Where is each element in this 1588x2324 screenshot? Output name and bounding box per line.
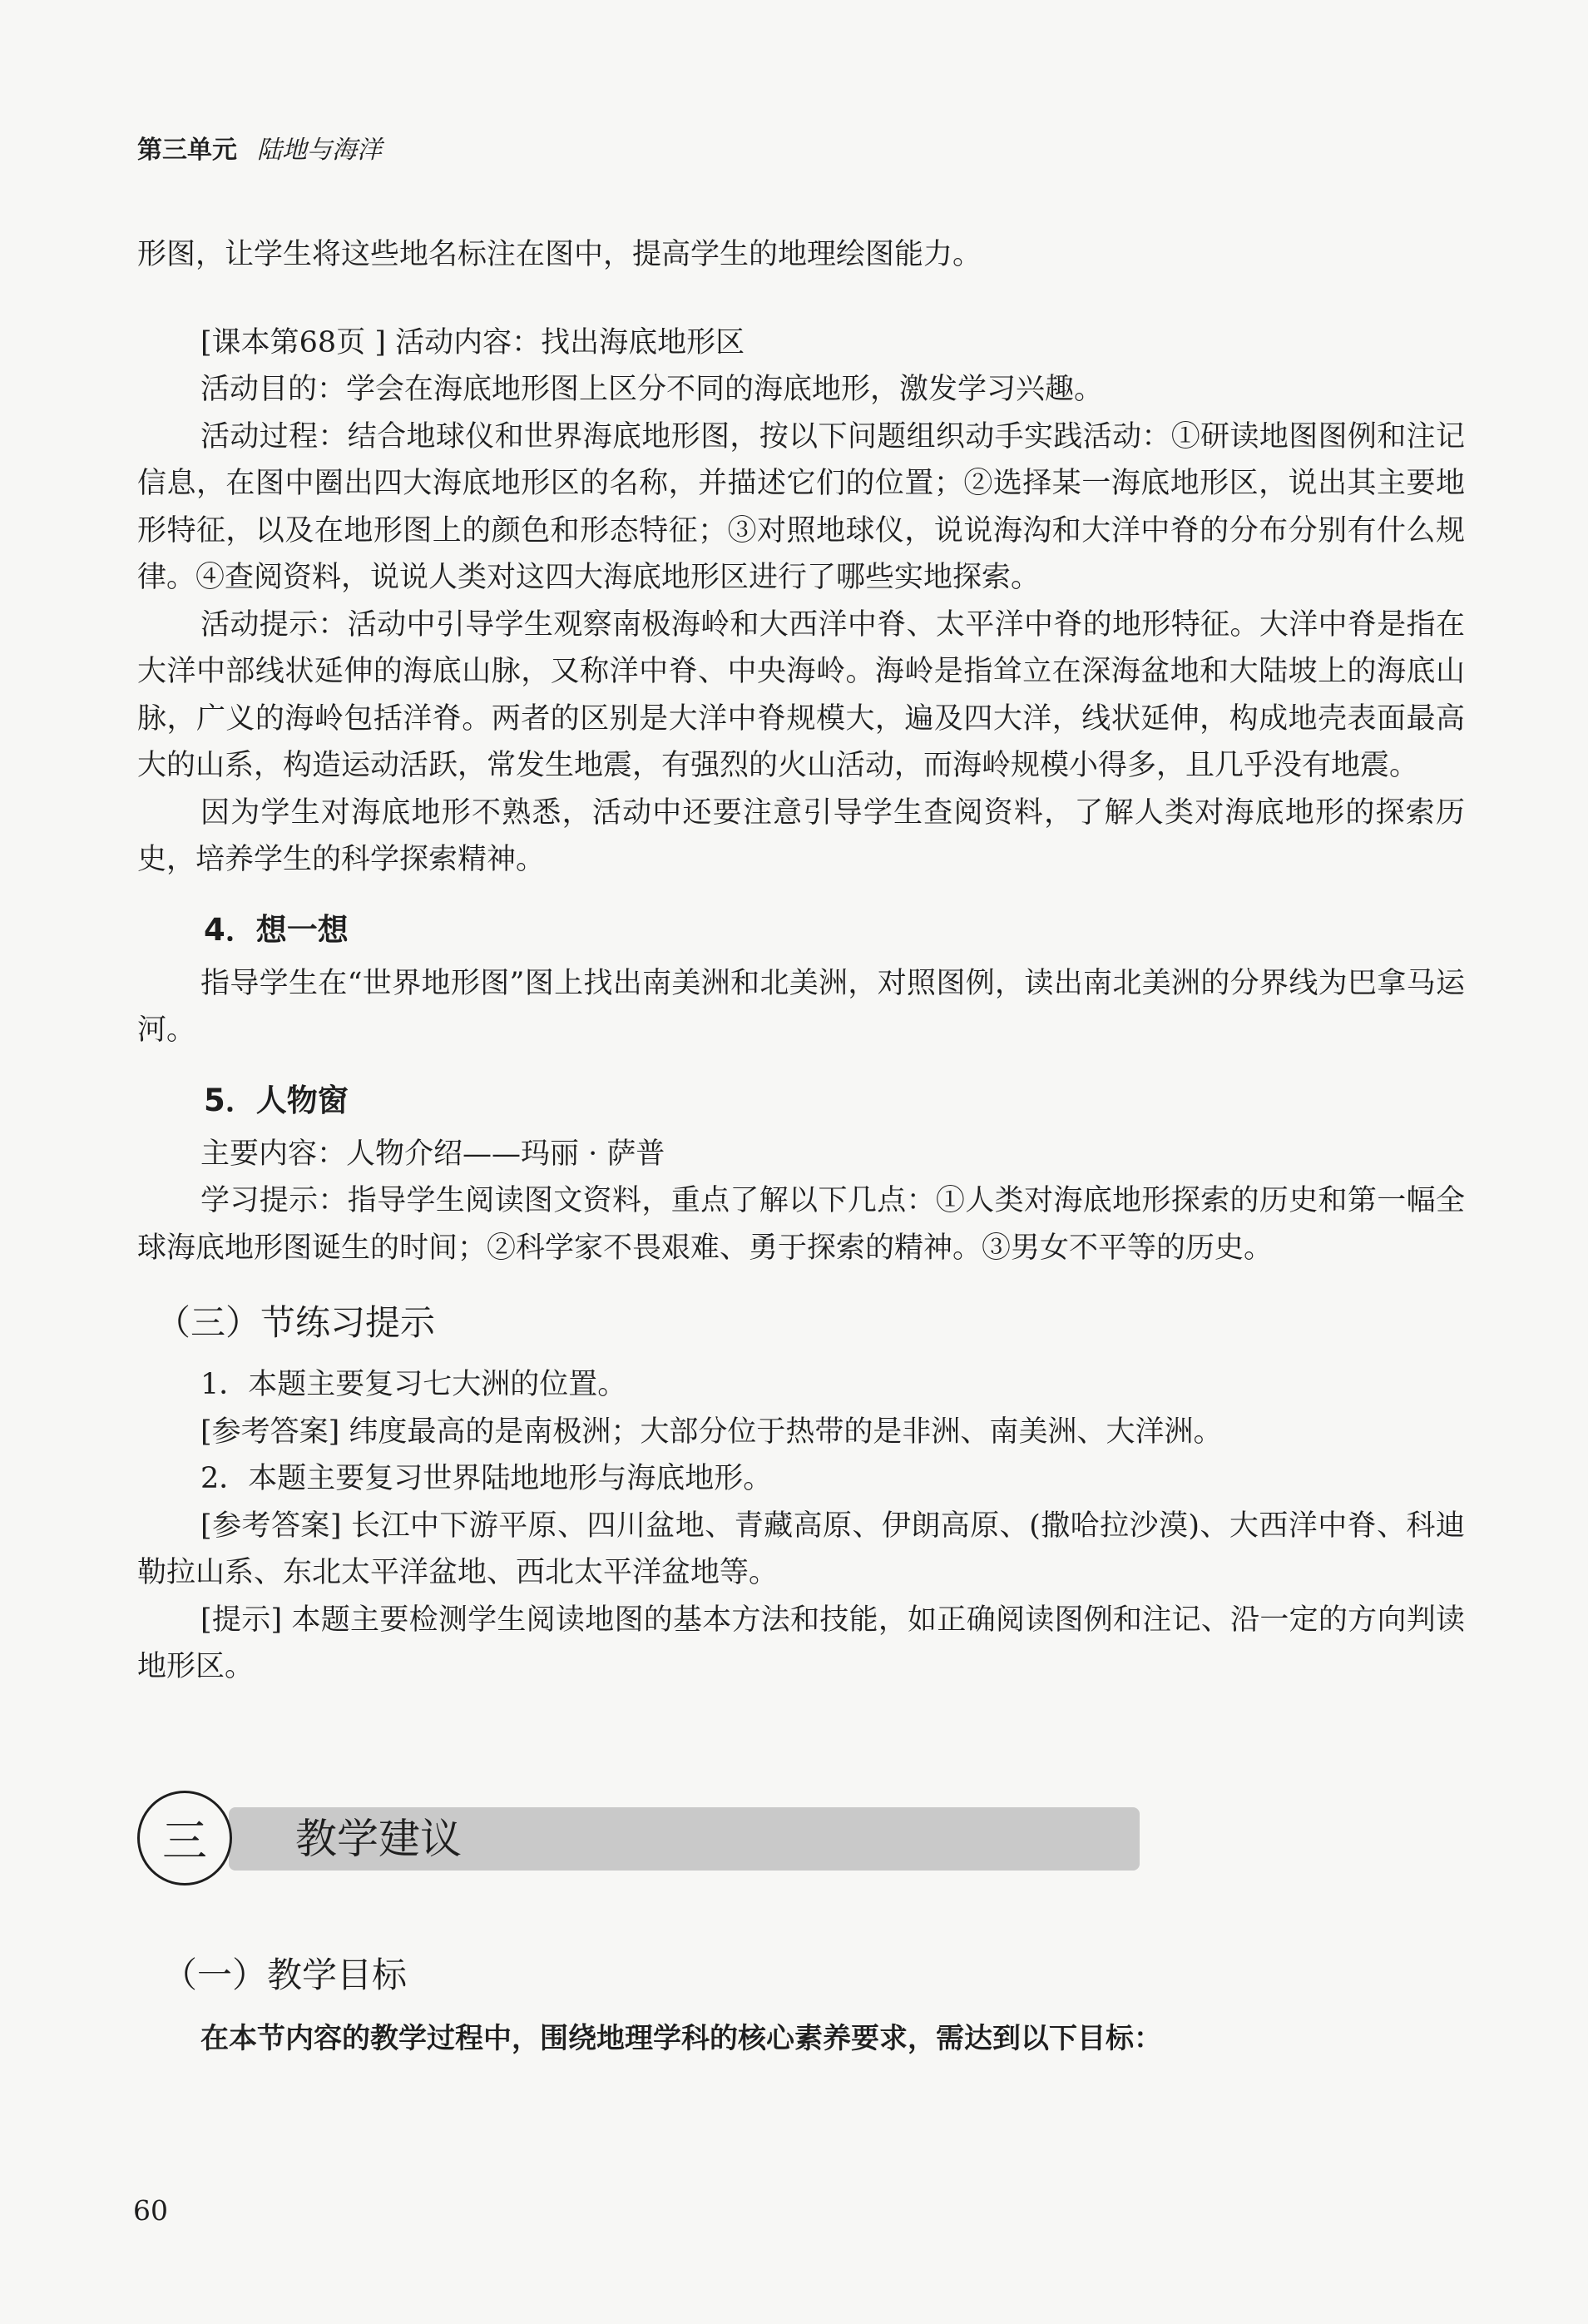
running-header [137,129,382,166]
page-number: 60 [133,2194,168,2227]
exercise-tip: [提示] 本题主要检测学生阅读地图的基本方法和技能，如正确阅读图例和注记、沿一定的方向判读地形区。 [137,1603,1465,1683]
activity-goal: 活动目的：学会在海底地形图上区分不同的海底地形，激发学习兴趣。 [200,373,1104,406]
paragraph: 学习提示：指导学生阅读图文资料，重点了解以下几点：①人类对海底地形探索的历史和第一幅全球海底地形图诞生的时间；②科学家不畏艰难、勇于探索的精神。③男女不平等的历史。 [137,1184,1465,1265]
section-heading-think: 4．想一想 [204,911,349,948]
section-heading-person: 5．人物窗 [204,1082,349,1118]
activity-title: [课本第68页 ] 活动内容：找出海底地形区 [200,325,745,359]
activity-tips: 活动提示：活动中引导学生观察南极海岭和大西洋中脊、太平洋中脊的地形特征。大洋中脊是指在大洋中部线状延伸的海底山脉，又称洋中脊、中央海岭。海岭是指耸立在深海盆地和大陆坡上的海底山脉，广义的海岭包括洋脊。两者的区别是大洋中脊规模大，遍及四大洋，线状延伸，构成地壳表面最高大的山系，构造运动活跃，常发生地震，有强烈的火山活动，而海岭规模小得多，且几乎没有地震。 [137,607,1465,782]
main-content [137,231,1465,2064]
exercise-answer: [参考答案] 纬度最高的是南极洲；大部分位于热带的是非洲、南美洲、大洋洲。 [200,1415,1223,1449]
exercise-question: 2．本题主要复习世界陆地地形与海底地形。 [200,1462,773,1495]
teaching-goal-intro: 在本节内容的教学过程中，围绕地理学科的核心素养要求，需达到以下目标： [200,2021,1162,2055]
activity-process: 活动过程：结合地球仪和世界海底地形图，按以下问题组织动手实践活动：①研读地图图例和注记信息，在图中圈出四大海底地形区的名称，并描述它们的位置；②选择某一海底地形区，说出其主要地形特征，以及在地形图上的颜色和形态特征；③对照地球仪，说说海沟和大洋中脊的分布分别有什么规律。④查阅资料，说说人类对这四大海底地形区进行了哪些实地探索。 [137,419,1465,594]
teaching-goal-heading: （一）教学目标 [162,1954,408,1995]
banner-number: 三 [162,1815,207,1867]
paragraph: 主要内容：人物介绍——玛丽 · 萨普 [200,1137,665,1171]
unit-label: 第三单元 [137,136,237,165]
paragraph: 因为学生对海底地形不熟悉，活动中还要注意引导学生查阅资料，了解人类对海底地形的探索历史，培养学生的科学探索精神。 [137,795,1465,876]
unit-topic: 陆地与海洋 [257,136,382,165]
section-banner [137,1791,1465,1890]
exercise-answer: [参考答案] 长江中下游平原、四川盆地、青藏高原、伊朗高原、(撒哈拉沙漠)、大西洋中脊、科迪勒拉山系、东北太平洋盆地、西北太平洋盆地等。 [137,1509,1465,1589]
exercise-heading: （三）节练习提示 [156,1302,436,1343]
paragraph: 形图，让学生将这些地名标注在图中，提高学生的地理绘图能力。 [137,238,982,271]
banner-title: 教学建议 [295,1814,462,1863]
banner-number-circle [137,1791,232,1885]
paragraph: 指导学生在“世界地形图”图上找出南美洲和北美洲，对照图例，读出南北美洲的分界线为巴拿马运河。 [137,966,1465,1047]
exercise-question: 1．本题主要复习七大洲的位置。 [200,1368,627,1401]
